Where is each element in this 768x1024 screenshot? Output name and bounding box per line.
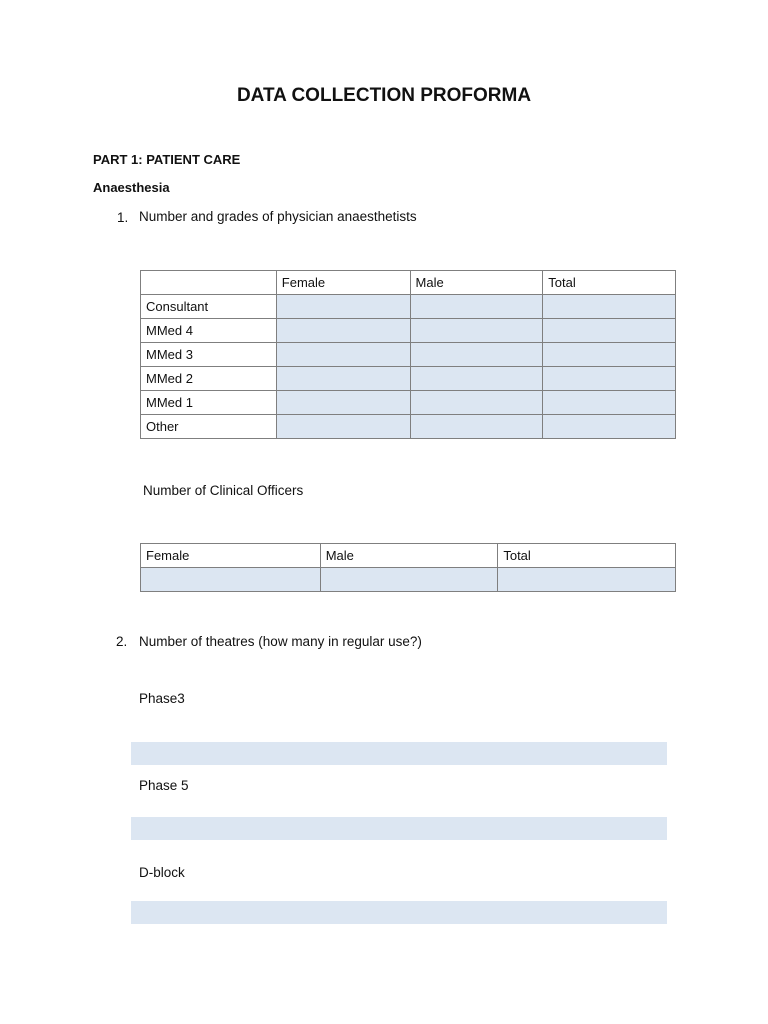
table-row bbox=[141, 295, 676, 319]
female-input-cell[interactable] bbox=[141, 568, 321, 592]
female-input-cell[interactable] bbox=[276, 343, 410, 367]
question-1-number: 1. bbox=[117, 210, 129, 225]
total-input-cell[interactable] bbox=[543, 319, 676, 343]
table-header-cell: Female bbox=[141, 544, 321, 568]
dblock-input-field[interactable] bbox=[131, 901, 667, 924]
male-input-cell[interactable] bbox=[410, 295, 543, 319]
total-input-cell[interactable] bbox=[543, 343, 676, 367]
total-input-cell[interactable] bbox=[543, 415, 676, 439]
table-header-row bbox=[141, 544, 676, 568]
table-header-cell: Male bbox=[410, 271, 543, 295]
female-input-cell[interactable] bbox=[276, 295, 410, 319]
clinical-officers-label: Number of Clinical Officers bbox=[143, 483, 304, 498]
female-input-cell[interactable] bbox=[276, 391, 410, 415]
table-header-cell bbox=[141, 271, 277, 295]
anaesthetists-table bbox=[140, 270, 676, 439]
male-input-cell[interactable] bbox=[410, 415, 543, 439]
total-input-cell[interactable] bbox=[543, 295, 676, 319]
phase3-input-field[interactable] bbox=[131, 742, 667, 765]
male-input-cell[interactable] bbox=[410, 367, 543, 391]
table-row bbox=[141, 568, 676, 592]
male-input-cell[interactable] bbox=[410, 343, 543, 367]
table-row bbox=[141, 391, 676, 415]
table-row bbox=[141, 319, 676, 343]
male-input-cell[interactable] bbox=[410, 319, 543, 343]
theatre-label-phase3: Phase3 bbox=[139, 691, 185, 706]
row-label: MMed 3 bbox=[141, 343, 277, 367]
table-header-row bbox=[141, 271, 676, 295]
row-label: MMed 2 bbox=[141, 367, 277, 391]
document-title: DATA COLLECTION PROFORMA bbox=[236, 85, 532, 106]
table-row bbox=[141, 343, 676, 367]
table-header-cell: Total bbox=[543, 271, 676, 295]
section-heading: Anaesthesia bbox=[93, 180, 170, 195]
female-input-cell[interactable] bbox=[276, 415, 410, 439]
male-input-cell[interactable] bbox=[320, 568, 498, 592]
table-row bbox=[141, 367, 676, 391]
theatre-label-phase5: Phase 5 bbox=[139, 778, 189, 793]
part-heading: PART 1: PATIENT CARE bbox=[93, 152, 241, 167]
row-label: MMed 4 bbox=[141, 319, 277, 343]
table-header-cell: Male bbox=[320, 544, 498, 568]
table-row bbox=[141, 415, 676, 439]
row-label: Other bbox=[141, 415, 277, 439]
clinical-officers-table bbox=[140, 543, 676, 592]
theatre-label-dblock: D-block bbox=[139, 865, 185, 880]
row-label: Consultant bbox=[141, 295, 277, 319]
row-label: MMed 1 bbox=[141, 391, 277, 415]
total-input-cell[interactable] bbox=[543, 391, 676, 415]
female-input-cell[interactable] bbox=[276, 319, 410, 343]
table-header-cell: Total bbox=[498, 544, 676, 568]
total-input-cell[interactable] bbox=[543, 367, 676, 391]
total-input-cell[interactable] bbox=[498, 568, 676, 592]
female-input-cell[interactable] bbox=[276, 367, 410, 391]
question-2-text: Number of theatres (how many in regular use?) bbox=[139, 634, 422, 649]
table-header-cell: Female bbox=[276, 271, 410, 295]
question-1-text: Number and grades of physician anaesthetists bbox=[139, 209, 417, 224]
male-input-cell[interactable] bbox=[410, 391, 543, 415]
phase5-input-field[interactable] bbox=[131, 817, 667, 840]
question-2-number: 2. bbox=[116, 634, 128, 649]
